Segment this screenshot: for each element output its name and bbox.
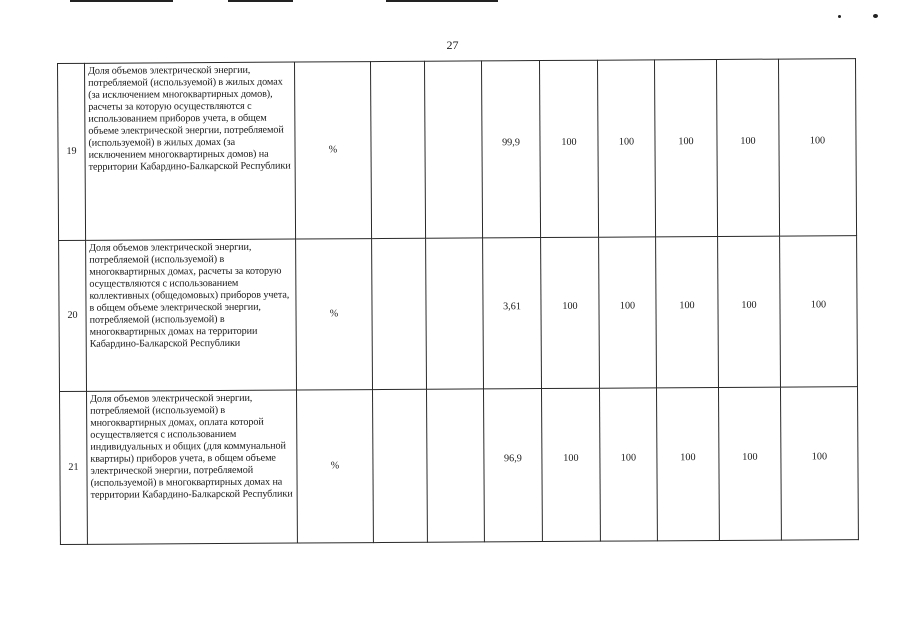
value-cell (656, 236, 719, 387)
value-label: 100 (740, 135, 756, 147)
value-label: 100 (741, 299, 757, 311)
value-cell (718, 387, 781, 540)
empty-cell (373, 389, 428, 542)
value-label: 99,9 (502, 137, 520, 149)
unit-cell (296, 239, 373, 390)
scan-mark-line (386, 0, 498, 2)
scan-mark-dot (873, 14, 878, 18)
value-cell (780, 387, 858, 540)
value-cell (718, 236, 781, 387)
table-row (60, 387, 859, 545)
value-label: 100 (679, 300, 695, 312)
value-cell (541, 237, 600, 388)
scan-mark-dot (838, 15, 841, 18)
scan-mark-line (70, 0, 173, 2)
row-number: 21 (60, 391, 88, 544)
row-number: 20 (59, 240, 87, 391)
value-cell (597, 60, 655, 237)
value-cell (541, 388, 600, 541)
row-number: 19 (58, 63, 86, 240)
indicator-description: Доля объемов электрической энергии, потребляемой (используемой) в многоквартирных домах, расчеты за которую осуществляются с использованием коллективных (общедомовых) приборов учета, в общем объеме электрической энергии, потребляемой (используемой) в многоквартирных домах на территории Кабардино-Балкарской Республики (86, 239, 297, 391)
indicator-description: Доля объемов электрической энергии, потребляемой (используемой) в жилых домах (за исключением многоквартирных домов), расчеты за которую осуществляются с использованием приборов учета, в общем объеме электрической энергии, потребляемой (используемой) в жилых домах (за исключением многоквартирных домов) на территории Кабардино-Балкарской Республики (85, 62, 296, 240)
empty-cell (370, 61, 425, 238)
indicator-description: Доля объемов электрической энергии, потребляемой (используемой) в многоквартирных домах, оплата которой осуществляется с использованием индивидуальных и общих (для коммунальной квартиры) приборов учета, в общем объеме электрической энергии, потребляемой (используемой) в многоквартирных домах на территории Кабардино-Балкарской Республики (87, 390, 298, 544)
value-cell (716, 59, 779, 236)
empty-cell (426, 389, 484, 542)
table-row (58, 59, 857, 241)
unit-label: % (328, 144, 338, 156)
value-label: 3,61 (503, 301, 521, 313)
value-label: 96,9 (503, 453, 522, 465)
value-cell (656, 387, 719, 540)
value-cell (599, 237, 657, 388)
table-row (59, 236, 858, 392)
value-label: 100 (561, 136, 577, 148)
value-cell (780, 236, 858, 387)
unit-cell (294, 62, 371, 239)
value-cell (539, 60, 598, 237)
value-label: 100 (680, 452, 696, 464)
value-cell (778, 59, 856, 236)
value-label: 100 (809, 135, 826, 147)
value-cell (483, 389, 542, 542)
value-label: 100 (562, 300, 578, 312)
empty-cell (372, 238, 427, 389)
value-cell (481, 61, 540, 238)
value-label: 100 (563, 452, 579, 464)
unit-label: % (329, 308, 339, 320)
unit-label: % (330, 460, 340, 472)
value-cell (599, 388, 657, 541)
unit-cell (297, 390, 374, 543)
page-number: 27 (446, 38, 459, 52)
value-label: 100 (620, 452, 637, 464)
indicators-table (57, 58, 859, 545)
value-label: 100 (619, 300, 636, 312)
scan-mark-line (228, 0, 293, 2)
value-label: 100 (742, 451, 758, 463)
value-cell (483, 238, 542, 389)
empty-cell (426, 238, 484, 389)
value-cell (654, 59, 717, 236)
value-label: 100 (618, 136, 635, 148)
value-label: 100 (678, 136, 694, 148)
value-label: 100 (811, 451, 828, 463)
empty-cell (424, 61, 482, 238)
value-label: 100 (810, 299, 827, 311)
